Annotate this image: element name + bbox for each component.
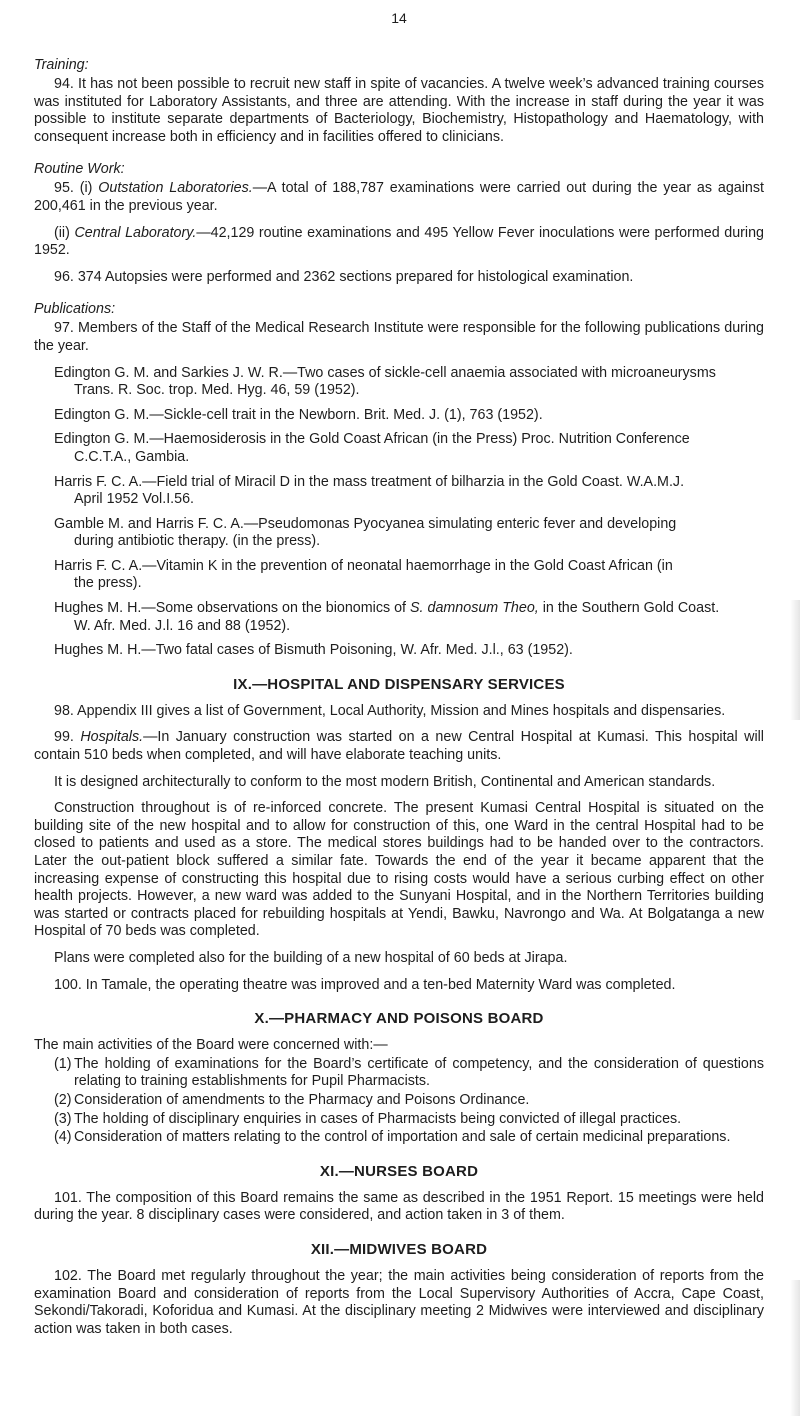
publication-ref-continuation: during antibiotic therapy. (in the press). (74, 533, 321, 550)
publication-ref-line: Harris F. C. A.—Field trial of Miracil D in the mass treatment of bilharzia in the Gold Coast. W.A.M.J. (54, 473, 685, 490)
paragraph-94: 94. It has not been possible to recruit new staff in spite of vacancies. A twelve week’s advanced training courses was instituted for Laboratory Assistants, and three are attending. With the increase in staff during the year it was possible to institute separate departments of Bacteriology, Biochemistry, Histopathology and Haematology, with consequent increase both in efficiency and in facilities offered to clinicians. (34, 76, 764, 145)
section-title-training: Training: (34, 57, 89, 73)
list-item-text: Consideration of matters relating to the control of importation and sale of certain medicinal preparations. (74, 1129, 731, 1146)
publication-ref (34, 407, 764, 425)
paragraph-99-label: 99. (54, 729, 81, 746)
paragraph-99 (34, 729, 764, 764)
publication-ref (34, 474, 764, 509)
list-item (34, 1056, 764, 1091)
list-item-number: (2) (54, 1091, 72, 1108)
list-item-number: (4) (54, 1129, 72, 1146)
paragraph-102: 102. The Board met regularly throughout the year; the main activities being consideration of reports from the examination Board and consideration of reports from the Local Supervisory Authorities of Accra, Cape Coast, Sekondi/Takoradi, Koforidua and Kumasi. At the disciplinary meeting 2 Midwives were interviewed and disciplinary action was taken in both cases. (34, 1267, 764, 1337)
paragraph-101: 101. The composition of this Board remains the same as described in the 1951 Report. 15 meetings were held during the year. 8 disciplinary cases were considered, and action taken in 3 of them. (34, 1189, 764, 1224)
paragraph-99-heading: Hospitals. (80, 729, 144, 746)
section-title-publications: Publications: (34, 301, 116, 318)
publication-ref-continuation: C.C.T.A., Gambia. (74, 448, 190, 465)
scan-edge-shadow (790, 1280, 800, 1416)
list-item-text: The holding of disciplinary enquiries in cases of Pharmacists being convicted of illegal practices. (74, 1110, 682, 1127)
publication-ref-hughes-2: Hughes M. H.—Two fatal cases of Bismuth Poisoning, W. Afr. Med. J.l., 63 (1952). (54, 642, 573, 659)
pharmacy-intro: The main activities of the Board were concerned with:— (34, 1037, 388, 1054)
paragraph-95-i-label: 95. (i) (54, 180, 99, 197)
paragraph-95-ii-text: —42,129 routine examinations and 495 Yellow Fever inoculations were performed during 1952. (34, 224, 764, 259)
publication-ref-line: Edington G. M.—Haemosiderosis in the Gold Coast African (in the Press) Proc. Nutrition Conference (54, 431, 690, 448)
publication-ref (34, 516, 764, 551)
list-item (34, 1129, 764, 1147)
scan-edge-shadow (790, 600, 800, 720)
heading-nurses-board: XI.—NURSES BOARD (319, 1162, 479, 1180)
publication-ref-continuation: Trans. R. Soc. trop. Med. Hyg. 46, 59 (1952). (74, 382, 360, 399)
heading-hospital-services: IX.—HOSPITAL AND DISPENSARY SERVICES (233, 675, 565, 693)
list-item-text: The holding of examinations for the Board’s certificate of competency, and the consideration of questions relating to training establishments for Pupil Pharmacists. (74, 1055, 764, 1090)
paragraph-95-i (34, 180, 764, 215)
paragraph-99-d: Plans were completed also for the building of a new hospital of 60 beds at Jirapa. (54, 949, 568, 966)
paragraph-96: 96. 374 Autopsies were performed and 2362 sections prepared for histological examination. (54, 268, 634, 285)
paragraph-98: 98. Appendix III gives a list of Government, Local Authority, Mission and Mines hospitals and dispensaries. (54, 702, 726, 719)
paragraph-99-c: Construction throughout is of re-inforced concrete. The present Kumasi Central Hospital is situated on the building site of the new hospital and to allow for construction of this, one Ward in the central Hospital had to be closed to patients and used as a store. The medical stores buildings had to be handed over to the contractors. Later the out-patient block suffered a similar fate. Towards the end of the year it became apparent that the increasing expense of constructing this hospital due to rising costs would have a serious curbing effect on other health projects. However, a new ward was added to the Sunyani Hospital, and in the Northern Territories building was started or contracts placed for rebuilding hospitals at Yendi, Bawku, Navrongo and Wa. At Bolgatanga a new Hospital of 70 beds was completed. (34, 800, 764, 940)
paragraph-99-b: It is designed architecturally to conform to the most modern British, Continental and American standards. (54, 773, 716, 790)
publication-ref-line: Harris F. C. A.—Vitamin K in the prevention of neonatal haemorrhage in the Gold Coast African (in (54, 557, 673, 574)
species-name: S. damnosum Theo, (410, 600, 539, 617)
paragraph-95-i-heading: Outstation Laboratories. (98, 180, 253, 197)
list-item-number: (1) (54, 1055, 72, 1072)
paragraph-99-text: —In January construction was started on a new Central Hospital at Kumasi. This hospital will contain 510 beds when completed, and will have elaborate teaching units. (34, 729, 764, 764)
publication-ref (34, 365, 764, 400)
section-title-routine-work: Routine Work: (34, 161, 125, 178)
list-item-number: (3) (54, 1110, 72, 1127)
publication-ref (34, 431, 764, 466)
paragraph-95-ii-label: (ii) (54, 224, 75, 241)
list-item (34, 1111, 764, 1129)
publication-ref-line: Edington G. M. and Sarkies J. W. R.—Two cases of sickle-cell anaemia associated with microaneurysms (54, 364, 716, 381)
list-item (34, 1092, 764, 1110)
publication-ref-continuation: W. Afr. Med. J.l. 16 and 88 (1952). (74, 617, 291, 634)
paragraph-95-ii (34, 225, 764, 260)
heading-midwives-board: XII.—MIDWIVES BOARD (310, 1240, 488, 1258)
publication-ref-line-end: in the Southern Gold Coast. (538, 600, 720, 617)
publication-ref-line: Hughes M. H.—Some observations on the bionomics of (54, 600, 411, 617)
list-item-text: Consideration of amendments to the Pharmacy and Poisons Ordinance. (74, 1091, 530, 1108)
publication-ref-continuation: April 1952 Vol.I.56. (74, 491, 195, 508)
publication-ref-continuation: the press). (74, 575, 142, 592)
paragraph-97: 97. Members of the Staff of the Medical Research Institute were responsible for the following publications during the year. (34, 320, 764, 354)
paragraph-95-ii-heading: Central Laboratory. (74, 224, 197, 241)
paragraph-100: 100. In Tamale, the operating theatre was improved and a ten-bed Maternity Ward was completed. (54, 976, 676, 993)
heading-pharmacy-board: X.—PHARMACY AND POISONS BOARD (254, 1010, 544, 1028)
publication-ref-line: Gamble M. and Harris F. C. A.—Pseudomonas Pyocyanea simulating enteric fever and developing (54, 515, 677, 532)
page-number: 14 (391, 10, 407, 26)
pharmacy-activity-list (34, 1056, 764, 1147)
publication-ref-line: Edington G. M.—Sickle-cell trait in the Newborn. Brit. Med. J. (1), 763 (1952). (54, 406, 543, 423)
publication-ref (34, 558, 764, 593)
paragraph-95-i-text: —A total of 188,787 examinations were carried out during the year as against 200,461 in the previous year. (34, 180, 764, 214)
publication-ref-hughes-1 (34, 600, 764, 635)
